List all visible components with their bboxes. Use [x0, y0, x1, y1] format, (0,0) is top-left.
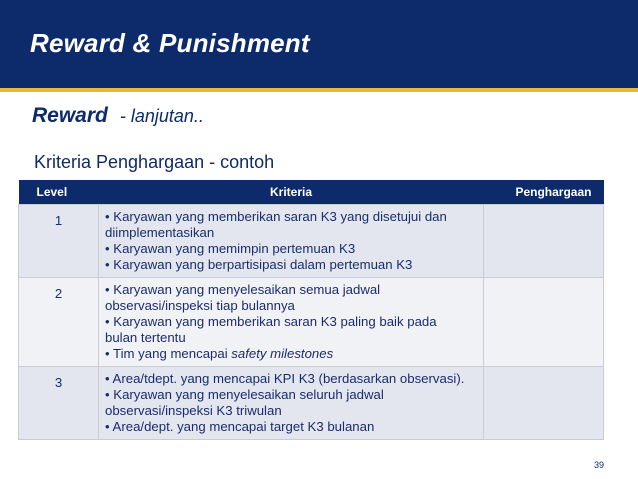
table-row [19, 278, 604, 367]
reward-cell [484, 367, 604, 440]
header-level: Level [19, 180, 99, 205]
criteria-cell [99, 205, 484, 278]
level-cell: 1 [19, 205, 99, 278]
level-cell: 2 [19, 278, 99, 367]
criteria-line: • Karyawan yang menyelesaikan semua jadwal [105, 282, 381, 297]
reward-cell [484, 278, 604, 367]
table-row [19, 205, 604, 278]
criteria-line: • Karyawan yang memimpin pertemuan K3 [105, 241, 356, 256]
header-penghargaan: Penghargaan [484, 180, 604, 205]
criteria-cell [99, 367, 484, 440]
accent-divider [0, 88, 638, 92]
criteria-line: • Karyawan yang memberikan saran K3 paling baik pada [105, 314, 437, 329]
criteria-italic: safety milestones [231, 346, 334, 361]
criteria-table [18, 180, 604, 440]
criteria-prefix: • Tim yang mencapai [105, 346, 232, 361]
criteria-line: • Karyawan yang menyelesaikan seluruh jadwal [105, 387, 384, 402]
criteria-line: • Karyawan yang memberikan saran K3 yang disetujui dan [105, 209, 447, 224]
page-number: 39 [594, 460, 605, 470]
criteria-line: observasi/inspeksi K3 triwulan [105, 403, 282, 418]
criteria-cell [99, 278, 484, 367]
criteria-line: • Area/dept. yang mencapai target K3 bulanan [105, 419, 375, 434]
subtitle-rest: - lanjutan.. [119, 106, 204, 126]
subtitle-strong: Reward [32, 104, 108, 127]
criteria-line: • Karyawan yang berpartisipasi dalam pertemuan K3 [105, 257, 413, 272]
level-cell: 3 [19, 367, 99, 440]
slide-title: Reward & Punishment [30, 28, 310, 58]
reward-cell [484, 205, 604, 278]
criteria-line [105, 346, 477, 362]
table-row [19, 367, 604, 440]
slide-subtitle [32, 104, 204, 128]
section-heading: Kriteria Penghargaan - contoh [34, 152, 275, 172]
criteria-line: observasi/inspeksi tiap bulannya [105, 298, 295, 313]
header-kriteria: Kriteria [99, 180, 484, 205]
criteria-line: diimplementasikan [105, 225, 215, 240]
criteria-line: bulan tertentu [105, 330, 186, 345]
table-header-row [19, 180, 604, 205]
criteria-line: • Area/tdept. yang mencapai KPI K3 (berdasarkan observasi). [105, 371, 465, 386]
